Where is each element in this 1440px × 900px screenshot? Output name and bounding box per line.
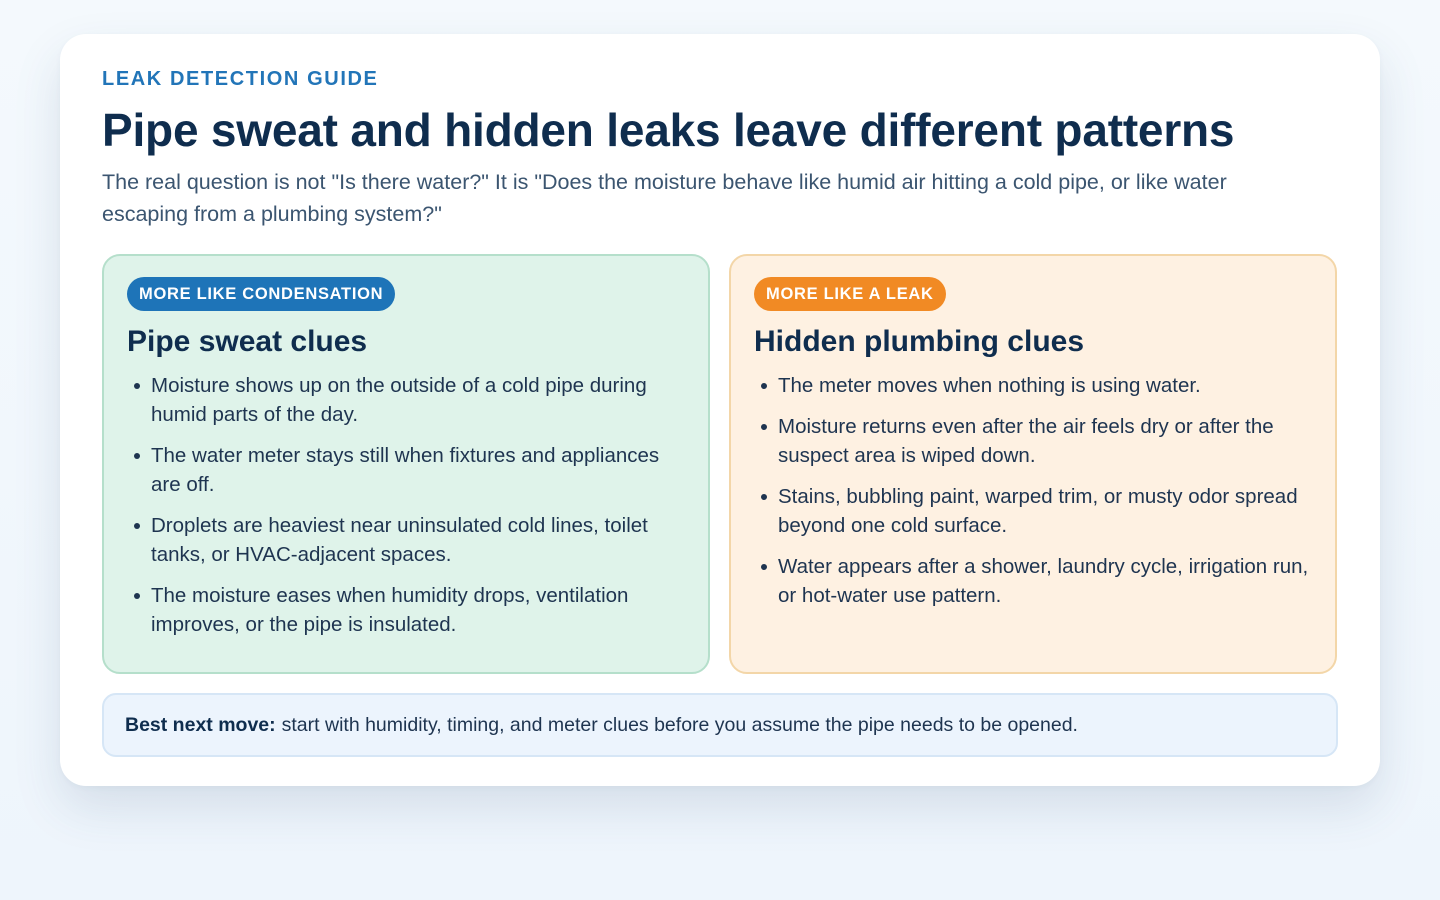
- list-item: Stains, bubbling paint, warped trim, or musty odor spread beyond one cold surface.: [778, 482, 1312, 540]
- page-title: Pipe sweat and hidden leaks leave different patterns: [102, 104, 1235, 156]
- list-item: Droplets are heaviest near uninsulated cold lines, toilet tanks, or HVAC-adjacent spaces.: [151, 511, 685, 569]
- list-item: Moisture shows up on the outside of a cold pipe during humid parts of the day.: [151, 371, 685, 429]
- next-move-callout: [102, 693, 1338, 757]
- list-item: The moisture eases when humidity drops, ventilation improves, or the pipe is insulated.: [151, 581, 685, 639]
- callout-label: Best next move:: [125, 713, 276, 736]
- condensation-badge: MORE LIKE CONDENSATION: [127, 277, 395, 311]
- leak-panel-title: Hidden plumbing clues: [754, 325, 1085, 358]
- condensation-panel: [102, 254, 710, 674]
- list-item: Moisture returns even after the air feels dry or after the suspect area is wiped down.: [778, 412, 1312, 470]
- list-item: The water meter stays still when fixtures and appliances are off.: [151, 441, 685, 499]
- callout-text: start with humidity, timing, and meter clues before you assume the pipe needs to be opened.: [281, 713, 1078, 736]
- eyebrow-label: LEAK DETECTION GUIDE: [102, 68, 379, 90]
- list-item: Water appears after a shower, laundry cycle, irrigation run, or hot-water use pattern.: [778, 552, 1312, 610]
- comparison-columns: [102, 254, 1338, 674]
- list-item: The meter moves when nothing is using water.: [778, 371, 1312, 400]
- leak-panel: [729, 254, 1337, 674]
- condensation-clue-list: [127, 371, 685, 639]
- intro-text: The real question is not "Is there water?" It is "Does the moisture behave like humid air hitting a cold pipe, or like water escaping from a plumbing system?": [102, 170, 1227, 226]
- leak-badge: MORE LIKE A LEAK: [754, 277, 946, 311]
- condensation-panel-title: Pipe sweat clues: [127, 325, 368, 358]
- guide-card: [60, 34, 1380, 786]
- leak-clue-list: [754, 371, 1312, 610]
